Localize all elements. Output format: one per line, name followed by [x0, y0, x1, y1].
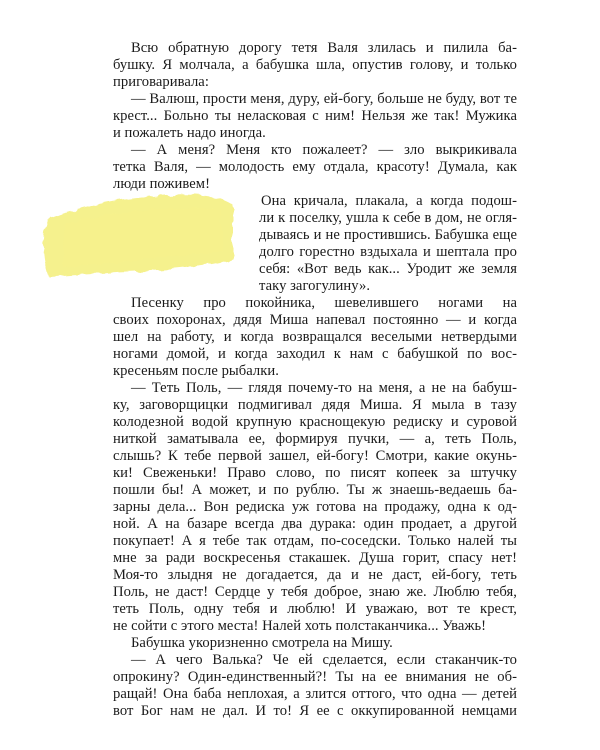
text-line: себя: «Вот ведь как... Уродит же земля	[259, 261, 517, 277]
text-line: приговаривала:	[113, 74, 209, 90]
text-line: слышь? К тебе первой зашел, ей-богу! Смотри, какие окунь-	[113, 448, 517, 464]
text-line: крест... Больно ты неласковая с ним! Нельзя же так! Мужика	[113, 108, 517, 124]
text-line: шел на работу, и когда возвращался веселыми нетвердыми	[113, 329, 517, 345]
text-line: — А чего Валька? Че ей сделается, если стаканчик-то	[131, 652, 517, 668]
text-line: Бабушка укоризненно смотрела на Мишу.	[131, 635, 393, 651]
text-line: Поль, не даст! Сердце у тебя доброе, знаю же. Люблю тебя,	[113, 584, 517, 600]
text-line: кресеньям после рыбалки.	[113, 363, 279, 379]
text-line: люди поживем!	[113, 176, 210, 192]
text-line: ращай! Она баба неплохая, а злится оттого, что одна — детей	[113, 686, 517, 702]
text-line: таку загогулину».	[259, 278, 371, 294]
text-line: и пожалеть надо иногда.	[113, 125, 266, 141]
text-line: зарны дела... Вон редиска уж готова на продажу, одна к од-	[113, 499, 517, 515]
text-line: колодезной водой крупную краснощекую редиску и суровой	[113, 414, 517, 430]
text-line: мне за ради воскресенья стакашек. Душа горит, спасу нет!	[113, 550, 517, 566]
text-line: ли к поселку, ушла к себе в дом, не огля-	[259, 210, 517, 226]
text-line: своих похоронах, дядя Миша напевал постоянно — и когда	[113, 312, 517, 328]
text-line: дываясь и не простившись. Бабушка еще	[259, 227, 517, 243]
text-line: ногами домой, и когда заходил к нам с бабушкой по вос-	[113, 346, 517, 362]
text-line: ку, заговорщицки подмигивал дядя Миша. Я мыла в тазу	[113, 397, 517, 413]
text-line: вот Бог нам не дал. И то! Я ее с оккупированной немцами	[113, 703, 517, 719]
text-line: тетка Валя, — молодость ему отдала, красоту! Думала, как	[113, 159, 517, 175]
text-line: ниткой заматывала ее, формируя пучки, — а, теть Поль,	[113, 431, 517, 447]
text-line: пошли бы! А может, и по рублю. Ты ж знаешь-ведаешь ба-	[113, 482, 517, 498]
text-line: ной. А на базаре всегда два дурака: один продает, а другой	[113, 516, 517, 532]
yellow-highlighter-mark	[35, 185, 235, 281]
text-line: — Валюш, прости меня, дуру, ей-богу, больше не буду, вот те	[131, 91, 517, 107]
text-line: Она кричала, плакала, а когда подош-	[261, 193, 517, 209]
text-line: — А меня? Меня кто пожалеет? — зло выкрикивала	[131, 142, 517, 158]
text-line: бушку. Я молчала, а бабушка шла, опустив голову, и только	[113, 57, 517, 73]
text-line: покупает! А я тебе так отдам, по-соседски. Только налей ты	[113, 533, 517, 549]
text-line: теть Поль, одну тебя и люблю! И уважаю, вот те крест,	[113, 601, 517, 617]
text-line: — Теть Поль, — глядя почему-то на меня, а не на бабуш-	[131, 380, 517, 396]
text-line: опрокину? Один-единственный?! Ты на ее внимания не об-	[113, 669, 517, 685]
text-line: не сойти с этого места! Налей хоть полстаканчика... Уважь!	[113, 618, 487, 634]
text-line: Песенку про покойника, шевелившего ногами на	[131, 295, 517, 311]
text-line: Моя-то злыдня не догадается, да и не даст, ей-богу, теть	[113, 567, 517, 583]
text-line: ки! Свеженьки! Право слово, по писят копеек за штучку	[113, 465, 517, 481]
text-line: долго горестно вздыхала и шептала про	[259, 244, 517, 260]
text-line: Всю обратную дорогу тетя Валя злилась и пилила ба-	[131, 40, 517, 56]
